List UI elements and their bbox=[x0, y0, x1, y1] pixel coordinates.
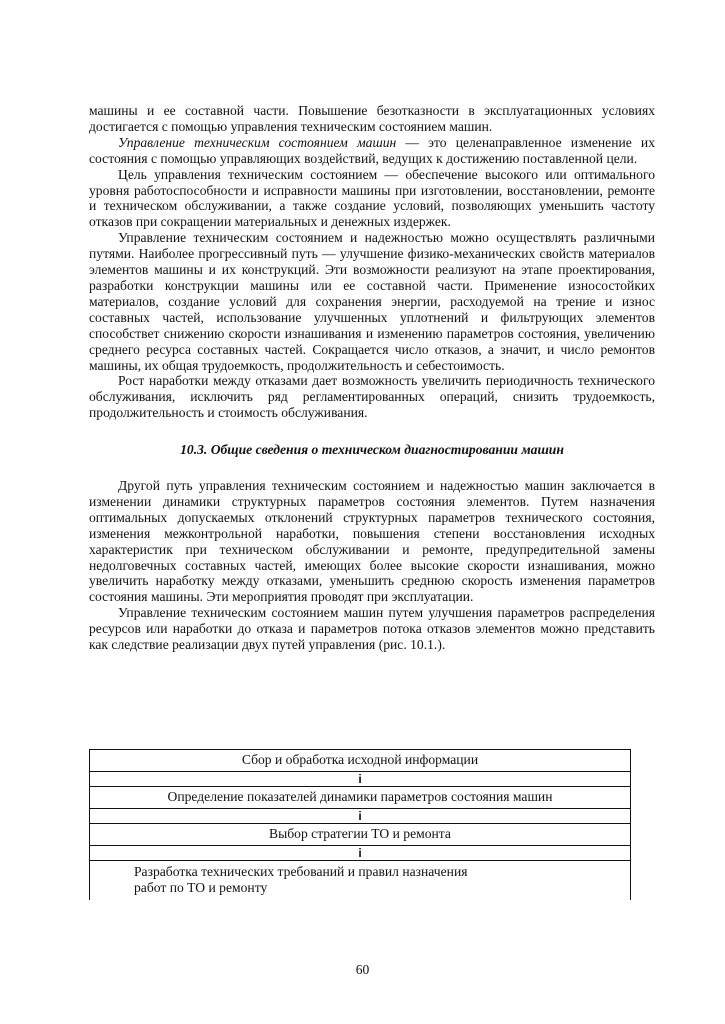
flowchart bbox=[89, 749, 631, 900]
flow-step-strategy: Выбор стратегии ТО и ремонта bbox=[90, 824, 630, 846]
section-paragraph-1: Другой путь управления техническим состоянием и надежностью машин заключается в изменении динамики структурных параметров состояния элементов. Путем назначения оптимальных допускаемых отклонений структурных параметров технического состояния, изменения межконтрольной наработки, повышения степени восстановления исходных характеристик при техническом обслуживании и ремонте, предупредительной замены недолговечных составных частей, имеющих более высокие скорости изнашивания, можно увеличить наработку между отказами, уменьшить среднюю скорость изменения параметров состояния машины. Эти мероприятия проводят при эксплуатации. bbox=[89, 478, 655, 605]
flow-step-dynamics: Определение показателей динамики параметров состояния машин bbox=[90, 787, 630, 809]
flow-step-collect: Сбор и обработка исходной информации bbox=[90, 750, 630, 772]
section-paragraph-2: Управление техническим состоянием машин путем улучшения параметров распределения ресурсов или наработки до отказа и параметров потока отказов элементов можно представить как следствие реализации двух путей управления (рис. 10.1.). bbox=[89, 605, 655, 653]
section-heading: 10.3. Общие сведения о техническом диагностировании машин bbox=[180, 442, 564, 458]
flow-step-requirements-line2: работ по ТО и ремонту bbox=[134, 879, 268, 895]
ways-paragraph: Управление техническим состоянием и надежностью можно осуществлять различными путями. Наиболее прогрессивный путь — улучшение физико-механических свойств материалов элементов машины и их конструкций. Эти возможности реализуют на этапе проектирования, разработки конструкции машины или ее составной части. Применение износостойких материалов, создание условий для сохранения энергии, расходуемой на трение и износ составных частей, использование улучшенных уплотнений и фильтрующих элементов способствет снижению скорости изнашивания и изменению параметров состояния, увеличению среднего ресурса составных частей. Сокращается число отказов, а значит, и число ремонтов машины, их общая трудоемкость, продолжительность и себестоимость. bbox=[89, 230, 655, 373]
page-body bbox=[89, 103, 655, 653]
definition-paragraph bbox=[89, 135, 655, 167]
flow-arrow-down-icon: i bbox=[90, 809, 630, 824]
flow-arrow-down-icon: i bbox=[90, 846, 630, 861]
definition-text: — это целенаправленное изменение их состояния с помощью управляющих воздействий, ведущих к достижению поставленной цели. bbox=[89, 134, 655, 166]
definition-term: Управление техническим состоянием машин bbox=[118, 134, 397, 150]
flow-step-requirements bbox=[90, 861, 630, 900]
page-number: 60 bbox=[355, 962, 370, 977]
intro-continuation-paragraph: машины и ее составной части. Повышение безотказности в эксплуатационных условиях достигается с помощью управления техническим состоянием машин. bbox=[89, 103, 655, 134]
growth-paragraph: Рост наработки между отказами дает возможность увеличить периодичность технического обслуживания, исключить ряд регламентированных операций, снизить трудоемкость, продолжительность и стоимость обслуживания. bbox=[89, 373, 655, 421]
goal-paragraph: Цель управления техническим состоянием — обеспечение высокого или оптимального уровня работоспособности и исправности машины при изготовлении, восстановлении, ремонте и техническом обслуживании, а также создание условий, позволяющих уменьшить частоту отказов при сокращении материальных и денежных издержек. bbox=[89, 166, 655, 230]
flow-step-requirements-line1: Разработка технических требований и правил назначения bbox=[134, 863, 468, 879]
flow-arrow-down-icon: i bbox=[90, 772, 630, 787]
